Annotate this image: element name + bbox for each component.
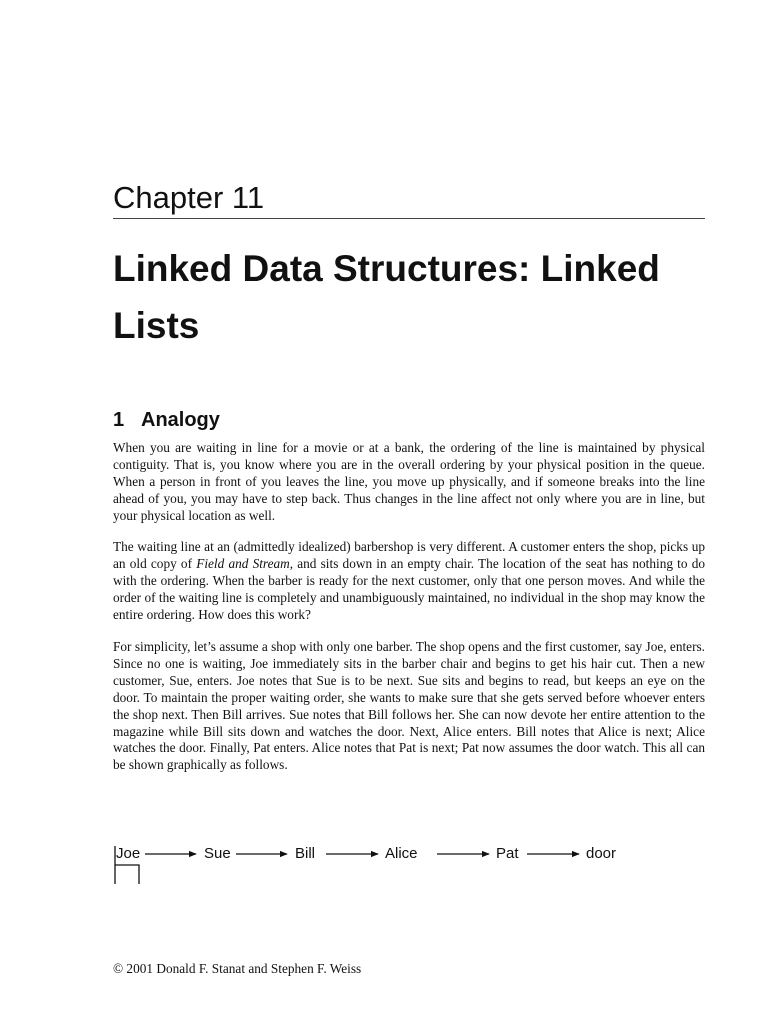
node-door: door: [586, 845, 617, 862]
paragraph-waiting-line: When you are waiting in line for a movie or at a bank, the ordering of the line is maintained by physical contiguity. That is, you know where you are in the overall ordering by your physical position in the queue. When a person in front of you leaves the line, you move up physically, and if someone breaks into the line ahead of you, you may have to step back. Thus changes in the line affect not only where you are in line, but your physical location as well.: [113, 440, 705, 523]
node-joe: Joe: [116, 845, 141, 862]
node-bill: Bill: [295, 845, 316, 862]
copyright-footer: © 2001 Donald F. Stanat and Stephen F. Weiss: [113, 961, 362, 976]
section-number: 1: [113, 409, 125, 431]
paragraph-example: For simplicity, let’s assume a shop with only one barber. The shop opens and the first customer, say Joe, enters. Since no one is waiting, Joe immediately sits in the barber chair and begins to get his hair cut. Then a new customer, Sue, enters. Joe notes that Sue is to be next. Sue sits and begins to read, but keeps an eye on the door. To maintain the proper waiting order, she wants to make sure that she gets served before whoever enters the shop next. Then Bill arrives. Sue notes that Bill follows her. She can now devote her entire attention to the magazine while Bill sits down and watches the door. Next, Alice enters. Bill notes that Alice is next; Alice watches the door. Finally, Pat enters. Alice notes that Pat is next; Pat now assumes the door watch. This all can be shown graphically as follows.: [113, 639, 705, 773]
chapter-title: Linked Data Structures: Linked Lists: [113, 248, 660, 346]
magazine-title: Field and Stream: [196, 555, 290, 571]
section-heading: [113, 406, 220, 434]
node-alice: Alice: [385, 845, 418, 862]
paragraph-barbershop-text-1: The waiting line at an (admittedly idealized) barbershop is very different. A customer enters the shop, picks up an old copy of: [113, 539, 705, 571]
linked-list-diagram: [100, 838, 700, 894]
paragraph-barbershop: [113, 539, 705, 624]
chapter-label: Chapter 11: [113, 180, 265, 215]
paragraph-barbershop-text-2: , and sits down in an empty chair. The location of the seat has nothing to do with the ordering. When the barber is ready for the next customer, only that one person moves. And while the order of the waiting line is completely and unambiguously maintained, no individual in the shop may know the entire ordering. How does this work?: [113, 555, 705, 622]
node-pat: Pat: [496, 845, 519, 862]
section-title: Analogy: [141, 409, 220, 431]
node-sue: Sue: [204, 845, 231, 862]
chapter-divider: [113, 218, 705, 219]
